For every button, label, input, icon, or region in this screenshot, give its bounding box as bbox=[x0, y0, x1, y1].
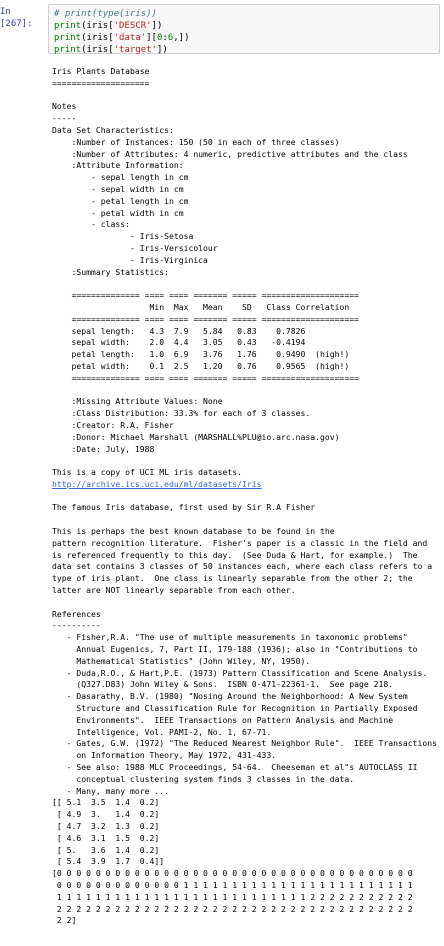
descr-text-part2: The famous Iris database, first used by Sir R.A Fisher This is perhaps the best known database to be found in the pattern recognition literature. Fisher's paper is a classic in the field and is referenced frequently to this day. (See Duda & Hart, for example.) The data set contains 3 classes of 50 instances each, where each class refers to a type of iris plant. One class is linearly separable from the other 2; the latter are NOT linearly separable from each other. References ---------- - Fisher,R.A. "The use of multiple measurements in taxonomic problems" Annual Eugenics, 7, Part II, 179-188 (1936); also in "Contributions to Mathematical Statistics" (John Wiley, NY, 1950). - Duda,R.O., & Hart,P.E. (1973) Pattern Classification and Scene Analysis. (Q327.D83) John Wiley & Sons. ISBN 0-471-22361-1. See page 218. - Dasarathy, B.V. (1980) "Nosing Around the Neighborhood: A New System Structure and Classification Rule for Recognition in Partially Exposed Environments". IEEE Transactions on Pattern Analysis and Machine Intelligence, Vol. PAMI-2, No. 1, 67-71. - Gates, G.W. (1972) "The Reduced Nearest Neighbor Rule". IEEE Transactions on Information Theory, May 1972, 431-433. - See also: 1988 MLC Proceedings, 54-64. Cheeseman et al"s AUTOCLASS II conceptual clustering system finds 3 classes in the data. - Many, many more ... bbox=[52, 502, 437, 796]
builtin-print: print bbox=[54, 21, 82, 31]
data-array-output: [[ 5.1 3.5 1.4 0.2] [ 4.9 3. 1.4 0.2] [ 4.7 3.2 1.3 0.2] [ 4.6 3.1 1.5 0.2] [ 5. 3.6 1.4 0.2] [ 5.4 3.9 1.7 0.4]] bbox=[52, 797, 165, 867]
cell-output bbox=[52, 66, 444, 946]
code-arg: iris['data'][0:6,] bbox=[86, 33, 185, 43]
code-line-comment bbox=[54, 8, 434, 20]
code-arg: iris['DESCR'] bbox=[86, 21, 157, 31]
builtin-print: print bbox=[54, 33, 82, 43]
code-line-print-target: print(iris['target']) bbox=[54, 45, 168, 55]
code-comment: # print(type(iris)) bbox=[54, 9, 157, 19]
code-cell-input[interactable] bbox=[48, 4, 440, 54]
target-array-output: [0 0 0 0 0 0 0 0 0 0 0 0 0 0 0 0 0 0 0 0 0 0 0 0 0 0 0 0 0 0 0 0 0 0 0 0 0 0 0 0 0 0 0 0 0 0 0 0 0 0 1 1 1 1 1 1 1 1 1 1 1 1 1 1 1 1 1 1 1 1 1 1 1 1 1 1 1 1 1 1 1 1 1 1 1 1 1 1 1 1 1 1 1 1 1 1 1 1 1 1 2 2 2 2 2 2 2 2 2 2 2 2 2 2 2 2 2 2 2 2 2 2 2 2 2 2 2 2 2 2 2 2 2 2 2 2 2 2 2 2 2 2 2 2 2 2 2 2 2 2] bbox=[52, 868, 413, 926]
descr-text-part1: Iris Plants Database ==================== Notes ----- Data Set Characteristics: :Number of Instances: 150 (50 in each of three classes) :Number of Attributes: 4 numeric, predictive attributes and the class :Attribute Information: - sepal length in cm - sepal width in cm - petal length in cm - petal width in cm - class: - Iris-Setosa - Iris-Versicolour - Iris-Virginica :Summary Statistics: ============== ==== ==== ======= ===== ==================== Min Max Mean SD Class Correlation ============== ==== ==== ======= ===== ==================== sepal length: 4.3 7.9 5.84 0.83 0.7826 sepal width: 2.0 4.4 3.05 0.43 -0.4194 petal length: 1.0 6.9 3.76 1.76 0.9490 (high!) petal width: 0.1 2.5 1.20 0.76 0.9565 (high!) ============== ==== ==== ======= ===== ==================== :Missing Attribute Values: None :Class Distribution: 33.3% for each of 3 classes. :Creator: R.A. Fisher :Donor: Michael Marshall (MARSHALL%PLU@io.arc.nasa.gov) :Date: July, 1988 This is a copy of UCI ML iris datasets. bbox=[52, 66, 408, 478]
cell-prompt: In [267]: bbox=[0, 7, 33, 29]
code-line-print-descr: print(iris['DESCR']) bbox=[54, 21, 163, 31]
builtin-print: print bbox=[54, 45, 82, 55]
uci-dataset-link[interactable]: http://archive.ics.uci.edu/ml/datasets/Iris bbox=[52, 478, 262, 489]
code-arg: iris['target'] bbox=[86, 45, 163, 55]
code-line-print-data: print(iris['data'][0:6,]) bbox=[54, 33, 190, 43]
